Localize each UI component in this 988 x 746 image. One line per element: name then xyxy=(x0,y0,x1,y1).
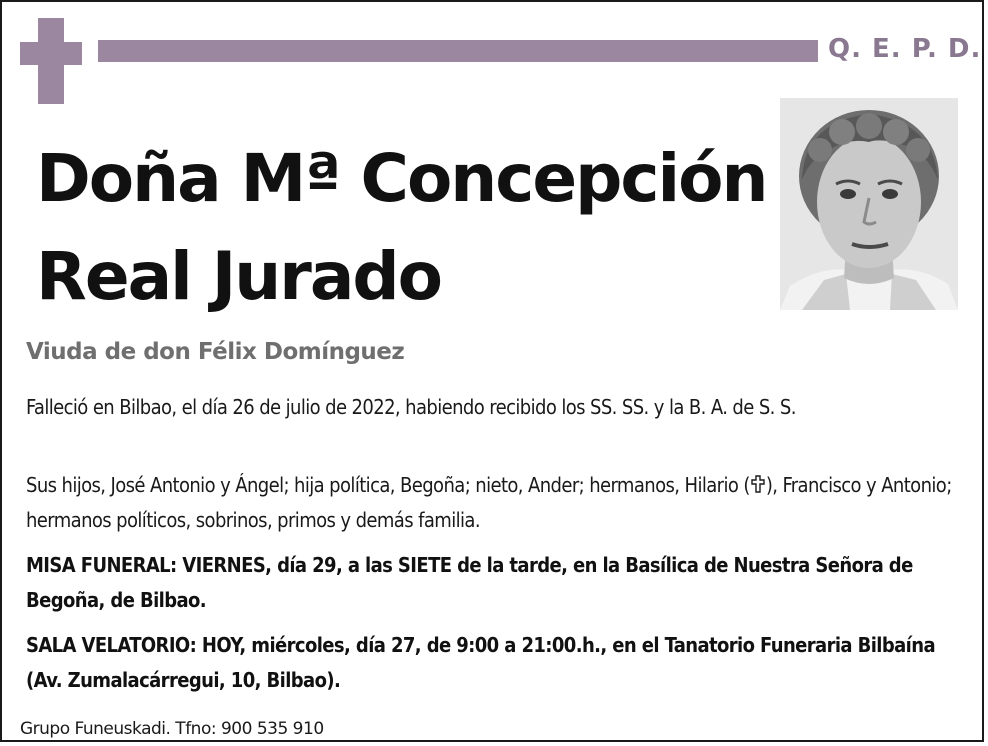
funeral-mass-paragraph: MISA FUNERAL: VIERNES, día 29, a las SIETE de la tarde, en la Basílica de Nuestra Señora de Begoña, de Bilbao. xyxy=(26,553,913,612)
deceased-photo xyxy=(780,98,958,310)
qepd-label: Q. E. P. D. xyxy=(828,34,982,64)
family-paragraph xyxy=(26,468,966,538)
deceased-name-line2: Real Jurado xyxy=(36,238,441,315)
header-rule xyxy=(98,40,818,62)
deceased-name-line1: Doña Mª Concepción xyxy=(36,140,767,217)
subtitle-widow-of: Viuda de don Félix Domínguez xyxy=(26,339,405,365)
wake-room-paragraph: SALA VELATORIO: HOY, miércoles, día 27, de 9:00 a 21:00.h., en el Tanatorio Funeraria Bilbaína (Av. Zumalacárregui, 10, Bilbao). xyxy=(26,633,935,692)
deceased-cross-icon xyxy=(750,470,766,490)
cross-icon xyxy=(20,18,82,104)
family-text-after: ), Francisco y Antonio; hermanos políticos, sobrinos, primos y demás familia. xyxy=(26,473,952,532)
death-notice-paragraph: Falleció en Bilbao, el día 26 de julio de 2022, habiendo recibido los SS. SS. y la B. A. de S. S. xyxy=(26,395,796,419)
family-text-before: Sus hijos, José Antonio y Ángel; hija política, Begoña; nieto, Ander; hermanos, Hilario ( xyxy=(26,473,750,497)
footer-credit: Grupo Funeuskadi. Tfno: 900 535 910 xyxy=(20,719,324,739)
deceased-name xyxy=(36,130,776,326)
